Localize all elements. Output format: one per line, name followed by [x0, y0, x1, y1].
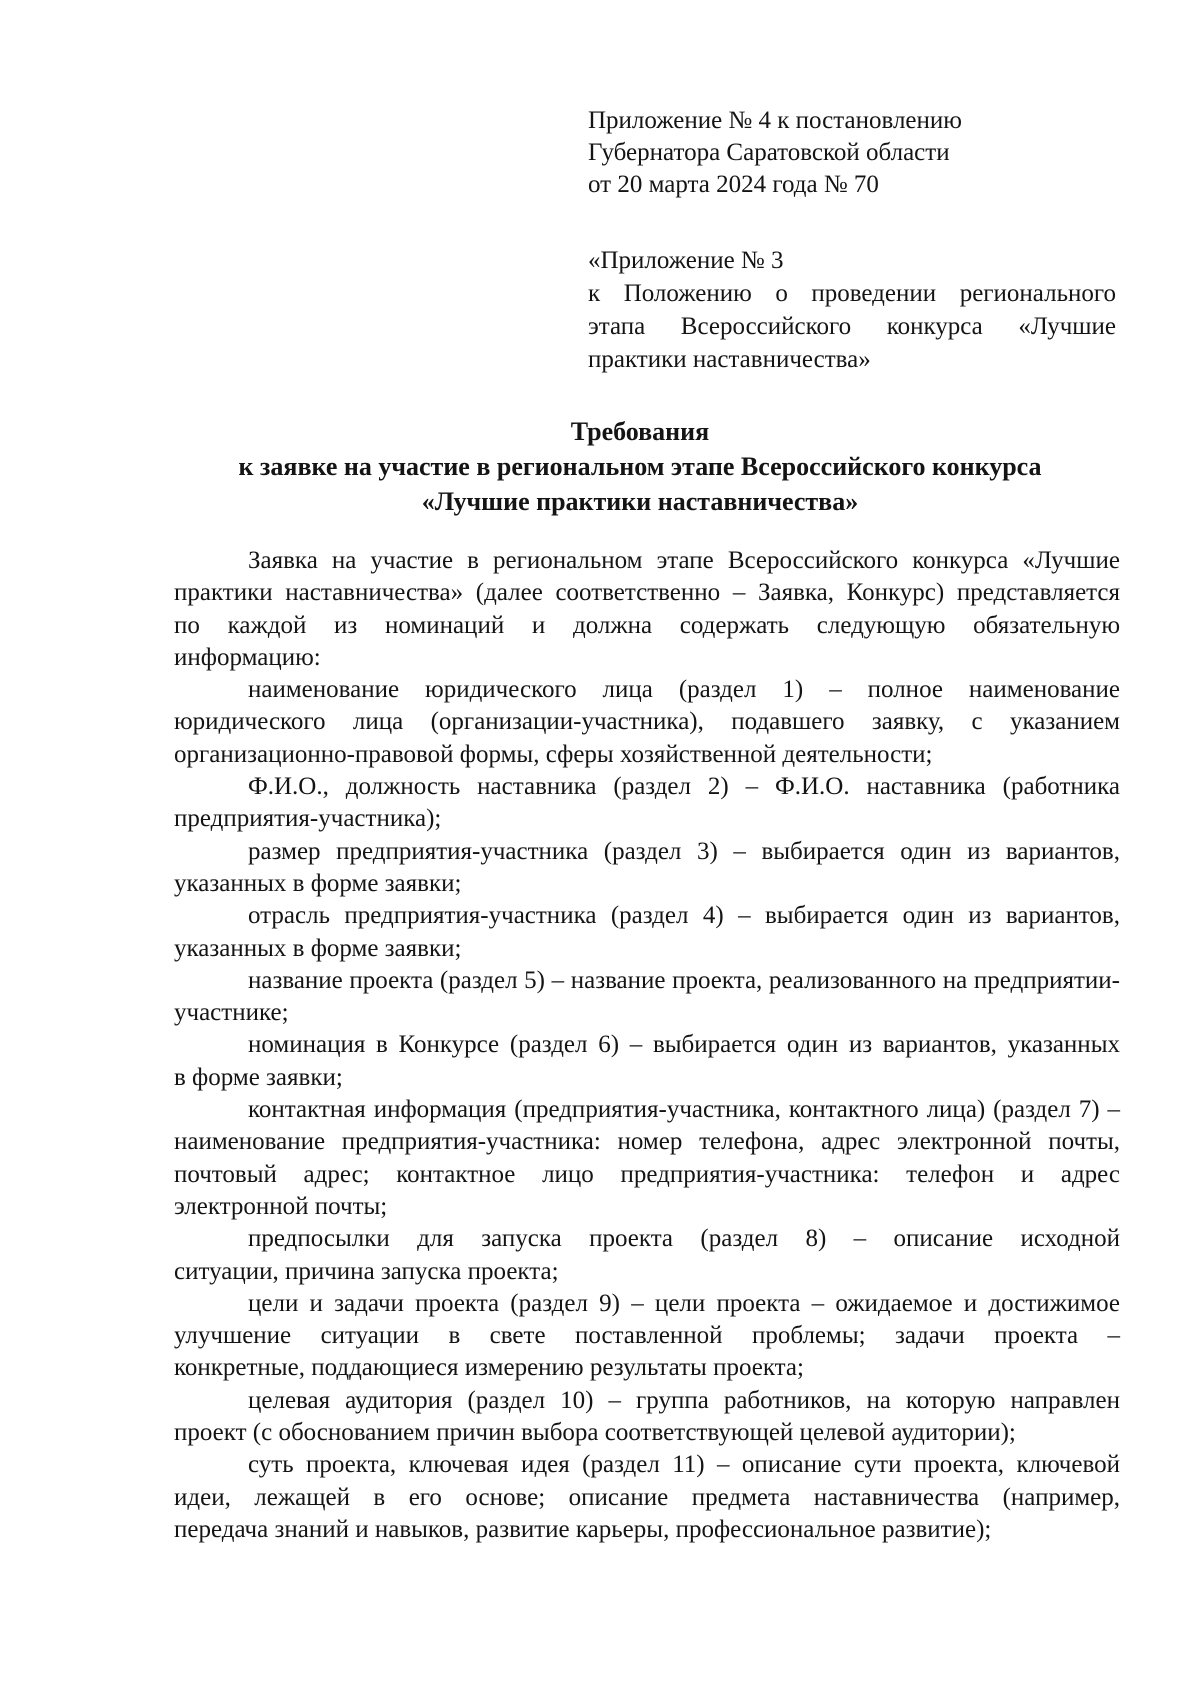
title-line: к заявке на участие в региональном этапе Всероссийского конкурса — [238, 452, 1042, 481]
paragraph-line: наименование юридического лица (раздел 1) – полное наименование — [248, 676, 1120, 704]
paragraph-line: по каждой из номинаций и должна содержать следующую обязательную — [174, 611, 1120, 639]
paragraph-line: Ф.И.О., должность наставника (раздел 2) – Ф.И.О. наставника (работника — [248, 773, 1120, 801]
annex-line: практики наставничества» — [588, 346, 871, 373]
document-header — [588, 105, 1128, 201]
body-paragraph — [174, 900, 1120, 965]
paragraph-line: идеи, лежащей в его основе; описание предмета наставничества (например, — [174, 1483, 1120, 1511]
paragraph-line: информацию: — [174, 643, 321, 671]
paragraph-line: название проекта (раздел 5) – название проекта, реализованного на предприятии- — [248, 966, 1120, 994]
body-paragraph — [174, 545, 1120, 674]
body-paragraph — [174, 1094, 1120, 1223]
paragraph-line: в форме заявки; — [174, 1063, 343, 1091]
paragraph-line: Заявка на участие в региональном этапе Всероссийского конкурса «Лучшие — [248, 547, 1120, 574]
header-line: Губернатора Саратовской области — [588, 139, 950, 166]
body-paragraph — [174, 674, 1120, 771]
paragraph-line: контактная информация (предприятия-участника, контактного лица) (раздел 7) – — [248, 1096, 1120, 1124]
title-line: Требования — [570, 417, 710, 446]
body-paragraph — [174, 771, 1120, 836]
paragraph-line: отрасль предприятия-участника (раздел 4) – выбирается один из вариантов, — [248, 902, 1120, 930]
document-title — [150, 414, 1130, 519]
body-paragraph — [174, 1029, 1120, 1094]
title-line: «Лучшие практики наставничества» — [421, 487, 859, 516]
paragraph-line: юридического лица (организации-участника), подавшего заявку, с указанием — [174, 708, 1120, 736]
paragraph-line: практики наставничества» (далее соответственно – Заявка, Конкурс) представляется — [174, 579, 1120, 607]
paragraph-line: улучшение ситуации в свете поставленной проблемы; задачи проекта – — [174, 1322, 1120, 1350]
paragraph-line: цели и задачи проекта (раздел 9) – цели проекта – ожидаемое и достижимое — [248, 1289, 1120, 1317]
body-paragraph — [174, 836, 1120, 901]
paragraph-line: организационно-правовой формы, сферы хозяйственной деятельности; — [174, 740, 933, 768]
paragraph-line: ситуации, причина запуска проекта; — [174, 1257, 559, 1285]
paragraph-line: предпосылки для запуска проекта (раздел 8) – описание исходной — [248, 1225, 1120, 1253]
body-paragraph — [174, 1385, 1120, 1450]
annex-line: к Положению о проведении регионального — [588, 280, 1116, 307]
paragraph-line: номинация в Конкурсе (раздел 6) – выбирается один из вариантов, указанных — [248, 1031, 1120, 1059]
paragraph-line: размер предприятия-участника (раздел 3) – выбирается один из вариантов, — [248, 837, 1120, 865]
paragraph-line: предприятия-участника); — [174, 805, 442, 833]
annex-reference — [588, 244, 1116, 376]
paragraph-line: участнике; — [174, 999, 289, 1027]
paragraph-line: проект (с обоснованием причин выбора соответствующей целевой аудитории); — [174, 1419, 1016, 1447]
paragraph-line: передача знаний и навыков, развитие карьеры, профессиональное развитие); — [174, 1515, 992, 1543]
body-paragraph — [174, 1288, 1120, 1385]
body-paragraph — [174, 965, 1120, 1030]
body-paragraph — [174, 1449, 1120, 1546]
paragraph-line: наименование предприятия-участника: номер телефона, адрес электронной почты, — [174, 1128, 1120, 1156]
header-line: от 20 марта 2024 года № 70 — [588, 171, 879, 198]
paragraph-line: электронной почты; — [174, 1192, 388, 1220]
paragraph-line: конкретные, поддающиеся измерению результаты проекта; — [174, 1354, 804, 1382]
body-paragraph — [174, 1223, 1120, 1288]
document-body — [174, 545, 1120, 1546]
header-line: Приложение № 4 к постановлению — [588, 107, 962, 134]
annex-line: этапа Всероссийского конкурса «Лучшие — [588, 313, 1116, 340]
paragraph-line: указанных в форме заявки; — [174, 869, 462, 897]
annex-line: «Приложение № 3 — [588, 247, 784, 274]
paragraph-line: почтовый адрес; контактное лицо предприятия-участника: телефон и адрес — [174, 1160, 1120, 1188]
paragraph-line: суть проекта, ключевая идея (раздел 11) – описание сути проекта, ключевой — [248, 1451, 1120, 1479]
paragraph-line: указанных в форме заявки; — [174, 934, 462, 962]
paragraph-line: целевая аудитория (раздел 10) – группа работников, на которую направлен — [248, 1386, 1120, 1414]
